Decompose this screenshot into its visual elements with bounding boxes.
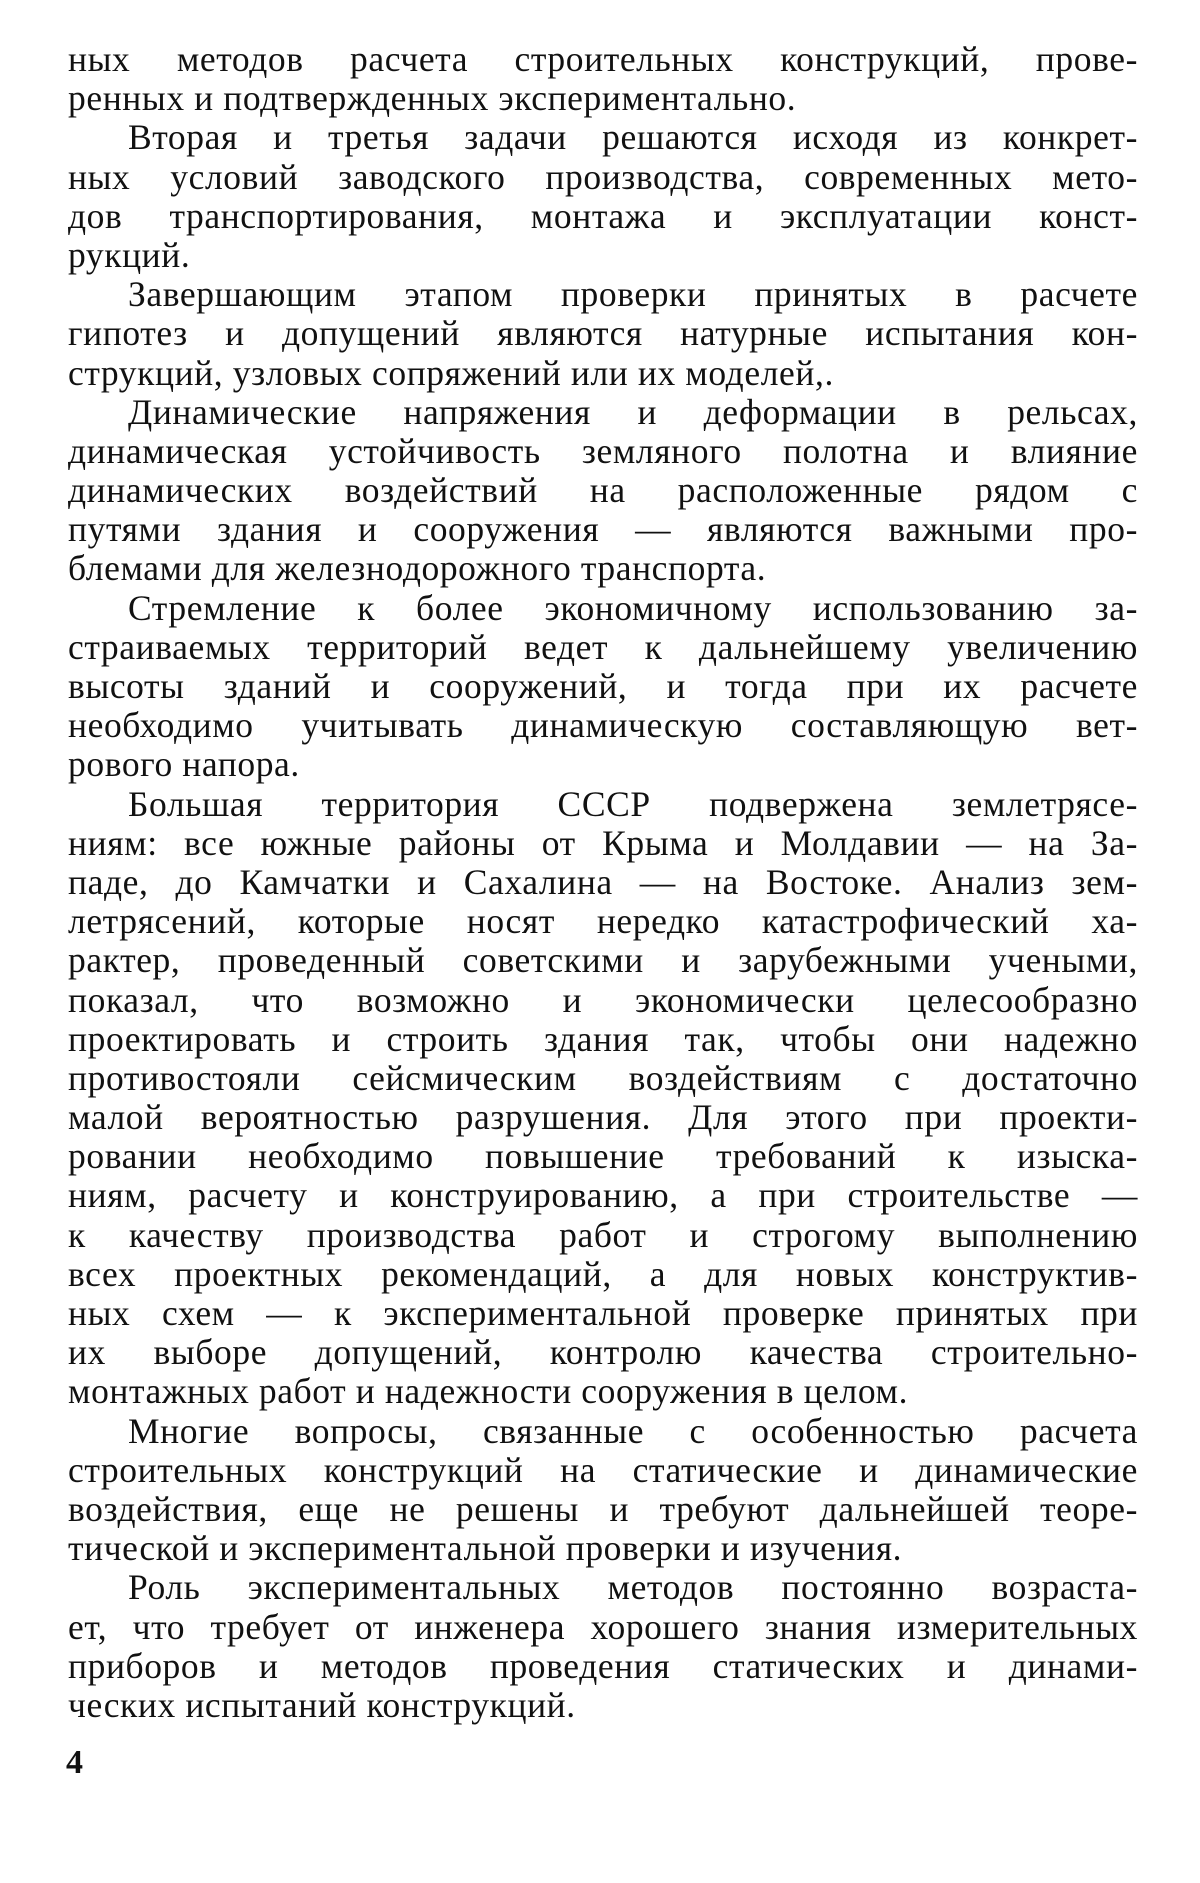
text-line: необходимо учитывать динамическую составляющую вет- [68, 705, 1138, 746]
text-line: монтажных работ и надежности сооружения в целом. [68, 1371, 909, 1412]
text-line: Вторая и третья задачи решаются исходя из конкрет- [128, 117, 1138, 158]
paragraph-7 [68, 1412, 1138, 1569]
text-line: динамическая устойчивость земляного полотна и влияние [68, 430, 1138, 471]
text-line: ческих испытаний конструкций. [68, 1684, 576, 1725]
text-line: блемами для железнодорожного транспорта. [68, 548, 767, 589]
text-line: их выборе допущений, контролю качества строительно- [68, 1332, 1138, 1373]
paragraph-8 [68, 1568, 1138, 1725]
text-line: противостояли сейсмическим воздействиям с достаточно [68, 1057, 1138, 1098]
text-line: ных условий заводского производства, современных мето- [68, 156, 1138, 197]
text-line: малой вероятностью разрушения. Для этого при проекти- [68, 1097, 1138, 1138]
text-line: ниям: все южные районы от Крыма и Молдавии — на За- [68, 822, 1138, 863]
text-line: тической и экспериментальной проверки и изучения. [68, 1528, 903, 1569]
text-line: ренных и подтвержденных экспериментально. [68, 78, 797, 119]
text-line: Роль экспериментальных методов постоянно возраста- [128, 1567, 1138, 1608]
paragraph-3 [68, 275, 1138, 393]
paragraph-6 [68, 785, 1138, 1412]
text-line: струкций, узловых сопряжений или их моделей,. [68, 352, 834, 393]
text-line: проектировать и строить здания так, чтобы они надежно [68, 1018, 1138, 1059]
text-line: Завершающим этапом проверки принятых в расчете [128, 274, 1138, 315]
text-line: летрясений, которые носят нередко катастрофический ха- [68, 901, 1138, 942]
paragraph-4 [68, 393, 1138, 589]
text-line: строительных конструкций на статические и динамические [68, 1449, 1138, 1490]
text-line: путями здания и сооружения — являются важными про- [68, 509, 1138, 550]
text-line: высоты зданий и сооружений, и тогда при их расчете [68, 666, 1138, 706]
text-line: воздействия, еще не решены и требуют дальнейшей теоре- [68, 1488, 1138, 1529]
text-line: к качеству производства работ и строгому выполнению [68, 1214, 1138, 1255]
text-line: приборов и методов проведения статических и динами- [68, 1645, 1138, 1686]
text-line: ет, что требует от инженера хорошего знания измерительных [68, 1606, 1138, 1647]
text-line: дов транспортирования, монтажа и эксплуатации конст- [68, 195, 1138, 236]
page-body [68, 40, 1138, 1725]
text-line: ных схем — к экспериментальной проверке принятых при [68, 1293, 1138, 1333]
text-line: показал, что возможно и экономически целесообразно [68, 979, 1138, 1020]
text-line: ровании необходимо повышение требований к изыска- [68, 1136, 1138, 1177]
text-line: рукций. [68, 234, 191, 275]
paragraph-5 [68, 589, 1138, 785]
text-line: всех проектных рекомендаций, а для новых конструктив- [68, 1253, 1138, 1294]
text-line: рового напора. [68, 744, 300, 785]
text-line: гипотез и допущений являются натурные испытания кон- [68, 313, 1138, 354]
page-number: 4 [66, 1744, 83, 1781]
text-line: Многие вопросы, связанные с особенностью расчета [128, 1410, 1138, 1451]
text-line: динамических воздействий на расположенные рядом с [68, 470, 1138, 511]
text-line: Стремление к более экономичному использованию за- [128, 587, 1138, 628]
text-line: рактер, проведенный советскими и зарубежными учеными, [68, 940, 1138, 981]
text-line: ниям, расчету и конструированию, а при строительстве — [68, 1175, 1138, 1216]
text-line: ных методов расчета строительных конструкций, прове- [68, 39, 1138, 79]
paragraph-1 [68, 40, 1138, 118]
text-line: Большая территория СССР подвержена землетрясе- [128, 783, 1138, 824]
text-line: страиваемых территорий ведет к дальнейшему увеличению [68, 626, 1138, 667]
text-line: паде, до Камчатки и Сахалина — на Востоке. Анализ зем- [68, 861, 1138, 902]
paragraph-2 [68, 118, 1138, 275]
text-line: Динамические напряжения и деформации в рельсах, [128, 391, 1138, 432]
